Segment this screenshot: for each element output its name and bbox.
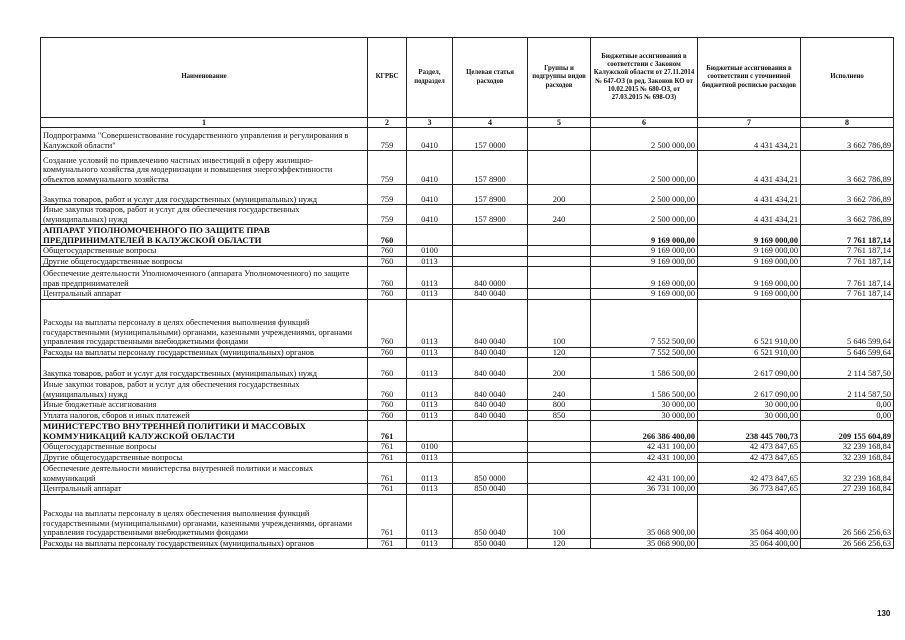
column-number: 8 [801,118,894,128]
cell-budget: 42 431 100,00 [591,463,698,484]
cell-budget: 30 000,00 [591,400,698,411]
cell-celevaya: 840 0040 [453,289,528,300]
cell-celevaya [453,452,528,463]
cell-celevaya [453,442,528,453]
cell-gruppa [528,246,591,257]
cell-name: Другие общегосударственные вопросы [41,256,368,267]
cell-gruppa [528,256,591,267]
column-number: 6 [591,118,698,128]
cell-kgrbs: 761 [368,421,407,442]
cell-kgrbs: 760 [368,225,407,246]
table-row [41,538,894,549]
header-name: Наименование [41,38,368,118]
cell-kgrbs: 760 [368,256,407,267]
cell-ispolneno: 3 662 786,89 [801,205,894,225]
cell-name: Общегосударственные вопросы [41,442,368,453]
table-row [41,151,894,185]
table-row [41,358,894,379]
table-row [41,463,894,484]
cell-budget: 9 169 000,00 [591,225,698,246]
cell-name: Расходы на выплаты персоналу в целях обеспечения выполнения функций государственными (муниципальными) органами, казенными учреждениями, органами управления государственными внебюджетными фондами [41,299,368,347]
cell-kgrbs: 760 [368,400,407,411]
cell-razdel: 0113 [407,538,453,549]
cell-gruppa: 240 [528,379,591,400]
cell-kgrbs: 761 [368,452,407,463]
cell-celevaya: 157 8900 [453,151,528,185]
cell-razdel: 0100 [407,246,453,257]
cell-budget: 35 068 900,00 [591,538,698,549]
cell-utochn: 35 064 400,00 [698,538,801,549]
cell-utochn: 2 617 090,00 [698,358,801,379]
budget-table [40,37,894,549]
cell-ispolneno: 7 761 187,14 [801,225,894,246]
cell-celevaya [453,256,528,267]
cell-celevaya: 840 0000 [453,267,528,289]
cell-ispolneno: 7 761 187,14 [801,246,894,257]
cell-gruppa: 850 [528,410,591,421]
cell-ispolneno: 0,00 [801,410,894,421]
cell-celevaya [453,246,528,257]
cell-budget: 2 500 000,00 [591,151,698,185]
table-row [41,347,894,358]
table-row [41,289,894,300]
cell-celevaya: 840 0040 [453,347,528,358]
header-razdel: Раздел, подраздел [407,38,453,118]
cell-budget: 30 000,00 [591,410,698,421]
cell-kgrbs: 761 [368,494,407,538]
cell-kgrbs: 760 [368,347,407,358]
cell-utochn: 238 445 700,73 [698,421,801,442]
header-budget: Бюджетные ассигнования в соответствии с Законом Калужской области от 27.11.2014 № 647-ОЗ (в ред. Законов КО от 10.02.2015 № 680-ОЗ, от 27.03.2015 № 698-ОЗ) [591,38,698,118]
cell-ispolneno: 32 239 168,84 [801,463,894,484]
table-body [41,128,894,549]
cell-utochn: 9 169 000,00 [698,246,801,257]
cell-ispolneno: 26 566 256,63 [801,494,894,538]
header-ispolneno: Исполнено [801,38,894,118]
cell-utochn: 6 521 910,00 [698,299,801,347]
table-row [41,400,894,411]
cell-ispolneno: 3 662 786,89 [801,128,894,151]
column-number: 7 [698,118,801,128]
cell-razdel: 0113 [407,494,453,538]
cell-budget: 266 386 400,00 [591,421,698,442]
cell-razdel: 0113 [407,410,453,421]
cell-gruppa [528,128,591,151]
cell-razdel: 0100 [407,442,453,453]
cell-budget: 9 169 000,00 [591,246,698,257]
cell-name: Расходы на выплаты персоналу государственных (муниципальных) органов [41,347,368,358]
cell-budget: 42 431 100,00 [591,452,698,463]
table-row [41,205,894,225]
cell-name: Иные закупки товаров, работ и услуг для обеспечения государственных (муниципальных) нужд [41,379,368,400]
cell-name: Создание условий по привлечению частных инвестиций в сферу жилищно-коммунального хозяйства для модернизации и повышения энергоэффективности объектов коммунального хозяйства [41,151,368,185]
cell-gruppa [528,484,591,495]
header-kgrbs: КГРБС [368,38,407,118]
cell-gruppa: 200 [528,185,591,205]
cell-kgrbs: 761 [368,442,407,453]
cell-budget: 1 586 500,00 [591,379,698,400]
header-gruppa: Группы и подгруппы видов расходов [528,38,591,118]
cell-ispolneno: 5 646 599,64 [801,299,894,347]
cell-razdel: 0113 [407,400,453,411]
cell-gruppa [528,225,591,246]
cell-utochn: 4 431 434,21 [698,151,801,185]
cell-budget: 2 500 000,00 [591,185,698,205]
column-number: 5 [528,118,591,128]
cell-name: МИНИСТЕРСТВО ВНУТРЕННЕЙ ПОЛИТИКИ И МАССОВЫХ КОММУНИКАЦИЙ КАЛУЖСКОЙ ОБЛАСТИ [41,421,368,442]
cell-utochn: 9 169 000,00 [698,267,801,289]
cell-ispolneno: 3 662 786,89 [801,185,894,205]
cell-budget: 7 552 500,00 [591,299,698,347]
cell-utochn: 4 431 434,21 [698,205,801,225]
cell-celevaya: 840 0040 [453,299,528,347]
cell-name: Другие общегосударственные вопросы [41,452,368,463]
cell-gruppa [528,442,591,453]
cell-razdel: 0410 [407,151,453,185]
cell-razdel: 0113 [407,379,453,400]
cell-utochn: 9 169 000,00 [698,289,801,300]
cell-ispolneno: 3 662 786,89 [801,151,894,185]
cell-gruppa: 120 [528,538,591,549]
table-row [41,185,894,205]
cell-budget: 42 431 100,00 [591,442,698,453]
cell-ispolneno: 209 155 604,89 [801,421,894,442]
cell-kgrbs: 760 [368,410,407,421]
cell-budget: 9 169 000,00 [591,267,698,289]
cell-ispolneno: 7 761 187,14 [801,267,894,289]
cell-kgrbs: 760 [368,358,407,379]
cell-razdel: 0113 [407,256,453,267]
cell-utochn: 36 773 847,65 [698,484,801,495]
cell-name: Расходы на выплаты персоналу в целях обеспечения выполнения функций государственными (муниципальными) органами, казенными учреждениями, органами управления государственными внебюджетными фондами [41,494,368,538]
cell-utochn: 35 064 400,00 [698,494,801,538]
cell-ispolneno: 2 114 587,50 [801,379,894,400]
cell-celevaya: 157 8900 [453,185,528,205]
cell-gruppa: 200 [528,358,591,379]
cell-kgrbs: 760 [368,246,407,257]
cell-utochn: 42 473 847,65 [698,452,801,463]
cell-celevaya: 840 0040 [453,400,528,411]
table-row [41,256,894,267]
table-row [41,442,894,453]
cell-razdel [407,421,453,442]
table-row [41,494,894,538]
cell-utochn: 30 000,00 [698,400,801,411]
cell-utochn: 9 169 000,00 [698,256,801,267]
cell-celevaya [453,225,528,246]
cell-gruppa [528,452,591,463]
table-row [41,421,894,442]
cell-gruppa [528,289,591,300]
cell-celevaya: 840 0040 [453,410,528,421]
cell-budget: 7 552 500,00 [591,347,698,358]
table-row [41,452,894,463]
cell-gruppa: 100 [528,299,591,347]
cell-utochn: 42 473 847,65 [698,463,801,484]
cell-gruppa: 100 [528,494,591,538]
cell-kgrbs: 759 [368,205,407,225]
cell-utochn: 2 617 090,00 [698,379,801,400]
cell-name: Иные бюджетные ассигнования [41,400,368,411]
header-row [41,38,894,118]
cell-razdel: 0113 [407,289,453,300]
cell-razdel: 0113 [407,484,453,495]
cell-utochn: 4 431 434,21 [698,128,801,151]
cell-celevaya: 850 0000 [453,463,528,484]
cell-name: Уплата налогов, сборов и иных платежей [41,410,368,421]
cell-celevaya: 850 0040 [453,494,528,538]
cell-name: Обеспечение деятельности Уполномоченного (аппарата Уполномоченного) по защите прав предпринимателей [41,267,368,289]
cell-budget: 9 169 000,00 [591,289,698,300]
header-celevaya: Целевая статья расходов [453,38,528,118]
cell-name: Общегосударственные вопросы [41,246,368,257]
table-row [41,379,894,400]
cell-kgrbs: 759 [368,185,407,205]
table-row [41,410,894,421]
cell-razdel: 0113 [407,358,453,379]
cell-razdel: 0113 [407,463,453,484]
cell-kgrbs: 760 [368,379,407,400]
column-number: 3 [407,118,453,128]
cell-kgrbs: 761 [368,463,407,484]
cell-celevaya: 840 0040 [453,358,528,379]
cell-ispolneno: 32 239 168,84 [801,452,894,463]
cell-gruppa: 800 [528,400,591,411]
table-row [41,128,894,151]
cell-name: Центральный аппарат [41,484,368,495]
cell-celevaya: 157 0000 [453,128,528,151]
cell-razdel: 0410 [407,128,453,151]
cell-ispolneno: 0,00 [801,400,894,411]
cell-name: Закупка товаров, работ и услуг для государственных (муниципальных) нужд [41,358,368,379]
cell-ispolneno: 7 761 187,14 [801,256,894,267]
cell-name: Расходы на выплаты персоналу государственных (муниципальных) органов [41,538,368,549]
cell-gruppa: 120 [528,347,591,358]
cell-utochn: 4 431 434,21 [698,185,801,205]
cell-budget: 35 068 900,00 [591,494,698,538]
table-row [41,267,894,289]
cell-razdel: 0113 [407,347,453,358]
cell-kgrbs: 760 [368,299,407,347]
table-row [41,246,894,257]
cell-gruppa [528,421,591,442]
cell-name: Иные закупки товаров, работ и услуг для обеспечения государственных (муниципальных) нужд [41,205,368,225]
page-number: 130 [877,609,891,618]
cell-kgrbs: 761 [368,538,407,549]
cell-name: Подпрограмма "Совершенствование государственного управления и регулирования в Калужской области" [41,128,368,151]
cell-budget: 9 169 000,00 [591,256,698,267]
column-number: 1 [41,118,368,128]
cell-kgrbs: 759 [368,151,407,185]
cell-ispolneno: 27 239 168,84 [801,484,894,495]
cell-name: Обеспечение деятельности министерства внутренней политики и массовых коммуникаций [41,463,368,484]
cell-budget: 36 731 100,00 [591,484,698,495]
table-row [41,299,894,347]
cell-gruppa [528,267,591,289]
cell-gruppa [528,463,591,484]
cell-name: Центральный аппарат [41,289,368,300]
cell-gruppa [528,151,591,185]
cell-razdel [407,225,453,246]
cell-kgrbs: 760 [368,289,407,300]
table-row [41,225,894,246]
column-number-row [41,118,894,128]
cell-utochn: 9 169 000,00 [698,225,801,246]
cell-gruppa: 240 [528,205,591,225]
cell-kgrbs: 760 [368,267,407,289]
cell-kgrbs: 761 [368,484,407,495]
column-number: 2 [368,118,407,128]
cell-celevaya: 850 0040 [453,538,528,549]
cell-ispolneno: 32 239 168,84 [801,442,894,453]
cell-utochn: 6 521 910,00 [698,347,801,358]
cell-budget: 2 500 000,00 [591,128,698,151]
cell-ispolneno: 26 566 256,63 [801,538,894,549]
cell-budget: 2 500 000,00 [591,205,698,225]
cell-ispolneno: 7 761 187,14 [801,289,894,300]
cell-name: Закупка товаров, работ и услуг для государственных (муниципальных) нужд [41,185,368,205]
cell-utochn: 30 000,00 [698,410,801,421]
table-row [41,484,894,495]
cell-celevaya: 850 0040 [453,484,528,495]
cell-ispolneno: 2 114 587,50 [801,358,894,379]
header-utochn: Бюджетные ассигнования в соответствии с уточненной бюджетной росписью расходов [698,38,801,118]
cell-razdel: 0410 [407,205,453,225]
cell-celevaya: 157 8900 [453,205,528,225]
cell-kgrbs: 759 [368,128,407,151]
cell-utochn: 42 473 847,65 [698,442,801,453]
cell-ispolneno: 5 646 599,64 [801,347,894,358]
cell-razdel: 0113 [407,452,453,463]
cell-razdel: 0113 [407,299,453,347]
cell-celevaya [453,421,528,442]
cell-celevaya: 840 0040 [453,379,528,400]
cell-razdel: 0113 [407,267,453,289]
cell-budget: 1 586 500,00 [591,358,698,379]
column-number: 4 [453,118,528,128]
cell-name: АППАРАТ УПОЛНОМОЧЕННОГО ПО ЗАЩИТЕ ПРАВ ПРЕДПРИНИМАТЕЛЕЙ В КАЛУЖСКОЙ ОБЛАСТИ [41,225,368,246]
cell-razdel: 0410 [407,185,453,205]
